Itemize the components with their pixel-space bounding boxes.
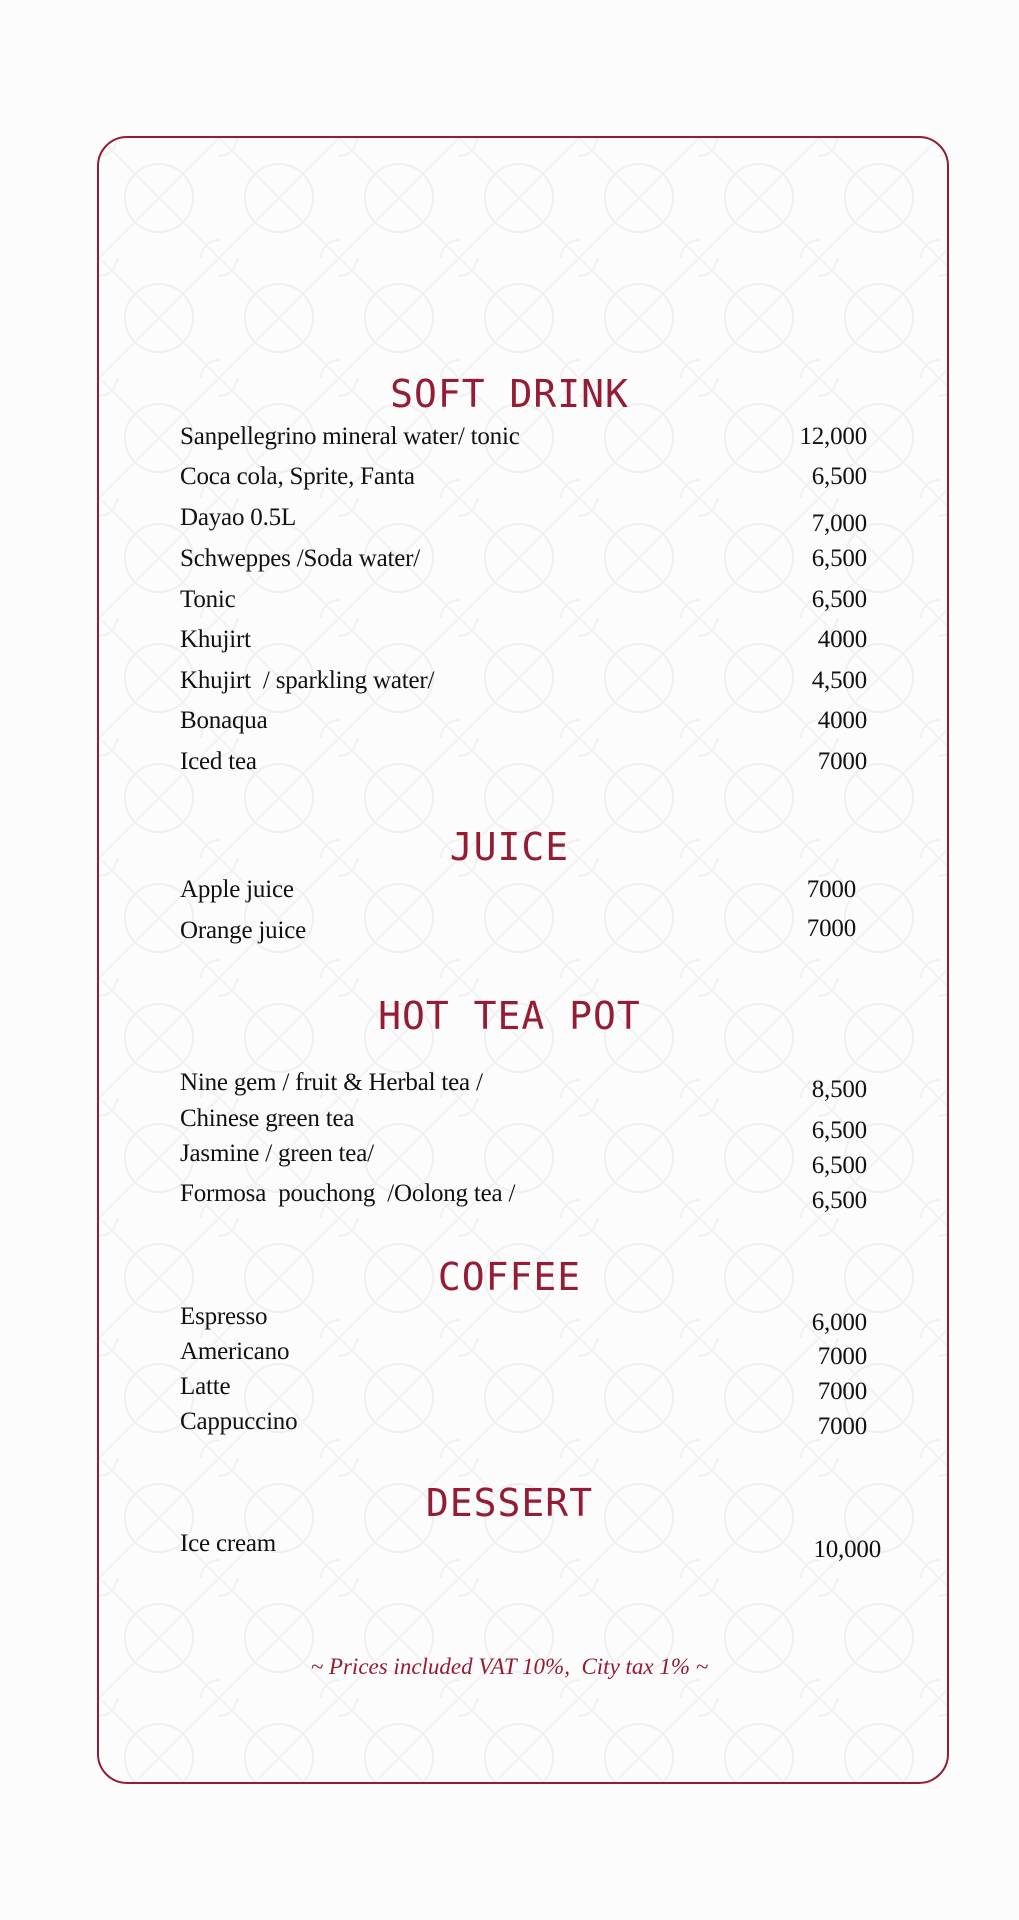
menu-item-name: Nine gem / fruit & Herbal tea / (180, 1069, 483, 1096)
menu-item-price: 6,500 (811, 586, 867, 613)
menu-item-price: 12,000 (799, 423, 867, 450)
menu-item-name: Orange juice (180, 917, 307, 944)
menu-item-price: 7000 (806, 876, 856, 903)
section-title-hot-tea-pot: HOT TEA POT (378, 994, 641, 1038)
section-title-dessert: DESSERT (425, 1481, 594, 1525)
menu-item-price: 6,500 (811, 1117, 867, 1144)
menu-item-name: Bonaqua (180, 707, 268, 734)
menu-item-price: 7000 (817, 748, 867, 775)
section-title-coffee: COFFEE (437, 1255, 582, 1299)
menu-item-name: Cappuccino (180, 1408, 298, 1435)
menu-item-price: 4,500 (811, 667, 867, 694)
menu-item-name: Apple juice (180, 876, 294, 903)
menu-item-price: 10,000 (813, 1536, 881, 1563)
menu-item-name: Chinese green tea (180, 1105, 355, 1132)
menu-item-name: Jasmine / green tea/ (180, 1140, 374, 1167)
menu-item-name: Coca cola, Sprite, Fanta (180, 463, 415, 490)
menu-item-price: 7000 (817, 1378, 867, 1405)
menu-item-price: 6,500 (811, 1187, 867, 1214)
menu-item-name: Khujirt / sparkling water/ (180, 667, 435, 694)
menu-item-price: 8,500 (811, 1076, 867, 1103)
menu-item-price: 6,500 (811, 1152, 867, 1179)
price-note: ~ Prices included VAT 10%, City tax 1% ~ (310, 1654, 709, 1679)
menu-item-name: Schweppes /Soda water/ (180, 545, 420, 572)
menu-item-price: 6,000 (811, 1309, 867, 1336)
menu-item-name: Dayao 0.5L (180, 504, 297, 531)
menu-item-name: Formosa pouchong /Oolong tea / (180, 1180, 516, 1207)
menu-item-name: Ice cream (180, 1530, 277, 1557)
menu-item-price: 4000 (817, 707, 867, 734)
menu-item-name: Iced tea (180, 748, 257, 775)
menu-item-name: Khujirt (180, 626, 251, 653)
menu-item-name: Sanpellegrino mineral water/ tonic (180, 423, 520, 450)
menu-item-price: 7000 (817, 1343, 867, 1370)
menu-item-price: 7000 (806, 915, 856, 942)
menu-item-price: 7,000 (811, 510, 867, 537)
menu-item-price: 7000 (817, 1413, 867, 1440)
menu-item-price: 6,500 (811, 545, 867, 572)
section-title-soft-drink: SOFT DRINK (390, 372, 629, 416)
menu-item-name: Latte (180, 1373, 231, 1400)
menu-item-price: 6,500 (811, 463, 867, 490)
menu-item-price: 4000 (817, 626, 867, 653)
menu-item-name: Tonic (180, 586, 236, 613)
menu-item-name: Americano (180, 1338, 290, 1365)
section-title-juice: JUICE (449, 825, 570, 869)
menu-item-name: Espresso (180, 1303, 268, 1330)
